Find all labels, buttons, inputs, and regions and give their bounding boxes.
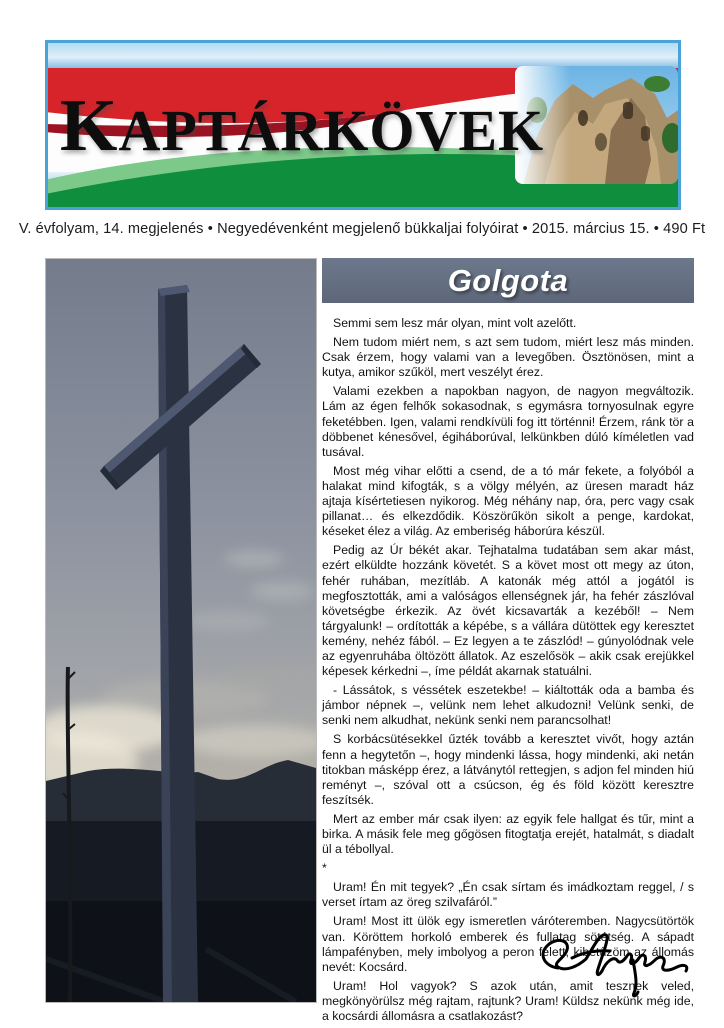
paragraph: Valami ezekben a napokban nagyon, de nagyon megváltozik. Lám az égen felhők sokasodnak, s egymásra tornyosulnak egyre feketébben. Igen, valami rendkívüli fog itt történni! Érzem, ránk tör a döbbenet kénesővel, égiháborúval, lelkünkben dúló kíméletlen vad tusával. — [322, 384, 694, 459]
article-title: Golgota — [447, 262, 569, 298]
issue-line: V. évfolyam, 14. megjelenés • Negyedévenként megjelenő bükkaljai folyóirat • 2015. március 15. • 490 Ft — [18, 221, 706, 237]
masthead — [45, 40, 681, 210]
article — [322, 258, 694, 1028]
section-separator: * — [322, 861, 327, 876]
paragraph: Uram! Én mit tegyek? „Én csak sírtam és imádkoztam reggel, / s verset írtam az öreg szilvafáról.” — [322, 880, 694, 910]
article-title-bar — [322, 258, 694, 303]
paragraph: S korbácsütésekkel űzték tovább a keresztet vivőt, hogy aztán fenn a hegytetőn –, hogy mindenki lássa, hogy mindenki, aki netán titokban másképp érez, a látványtól rettegjen, s adjon fel minden hiú reményt –, szóval ott a csúcson, ég és föld között keresztre feszítsék. — [322, 732, 694, 807]
paragraph: Mert az ember már csak ilyen: az egyik fele hallgat és tűr, mint a birka. A másik fele meg gőgösen fitogtatja erejét, hatalmát, s diadalt ül a tébollyal. — [322, 811, 694, 857]
paragraph: Uram! Hol vagyok? S azok után, amit tesznek veled, megkönyörülsz még rajtam, rajtunk? Uram! Küldsz nekünk még ide, a kocsárdi állomásra a csatlakozást? — [322, 978, 694, 1024]
cross-photo-artwork — [46, 259, 316, 1002]
paragraph: Uram! Most itt ülök egy ismeretlen váróteremben. Nagycsütörtök van. Köröttem horkoló emberek és fullatag sötétség. A sápadt lámpafényben, mely imbolyog a peron felett, kibetűzöm az állomás nevét: Kocsárd. — [322, 914, 694, 974]
author-signature — [528, 924, 696, 1002]
paragraph: - Lássátok, s véssétek eszetekbe! – kiáltották oda a bamba és jámbor népnek –, velünk nem lehet alkudozni! Velünk senki, de senki nem alkudhat, nekünk senki nem parancsolhat! — [322, 683, 694, 728]
cross-photo — [45, 258, 317, 1003]
paragraph: Semmi sem lesz már olyan, mint volt azelőtt. — [333, 316, 577, 330]
signature-artwork — [528, 924, 696, 1002]
magazine-title: KAPTÁRKÖVEK — [59, 85, 545, 167]
paragraph: Pedig az Úr békét akar. Tejhatalma tudatában sem akar mást, ezért elküldte hozzánk követét. S a követ most ott megy az úton, fehér ruhában, mezítláb. A katonák még attól a jogától is megfosztották, ami a valóságos ellenségnek jár, ha fehér zászlóval követségbe érkezik. Az övét kicsavarták a kezéből! – Nem tárgyalunk! – ordították a képébe, s a vállára dütöttek egy keresztet kemény, nehéz fából. – Ez legyen a te zászlód! – gúnyolódnak vele az egyenruhába öltözött állatok. Az eszelősök – akik csak erejükkel képesek kérkedni –, íme példát akarnak statuálni. — [322, 543, 694, 679]
article-body — [322, 316, 694, 1024]
paragraph: Nem tudom miért nem, s azt sem tudom, miért lesz más minden. Csak érzem, hogy valami van a levegőben. Ösztönösen, mint a kutya, amikor szűköl, mert veszélyt érez. — [322, 335, 694, 380]
paragraph: Most még vihar előtti a csend, de a tó már fekete, a folyóból a halakat mind kifogták, s a völgy mélyén, az üresen maradt ház ajtaja kísértetiesen nyikorog. Még néhány nap, óra, perc vagy csak pillanat… és elkezdődik. Köszörűkön sikolt a penge, kardokat, késeket élez a világ. Az emberiség háborúra készül. — [322, 463, 694, 539]
